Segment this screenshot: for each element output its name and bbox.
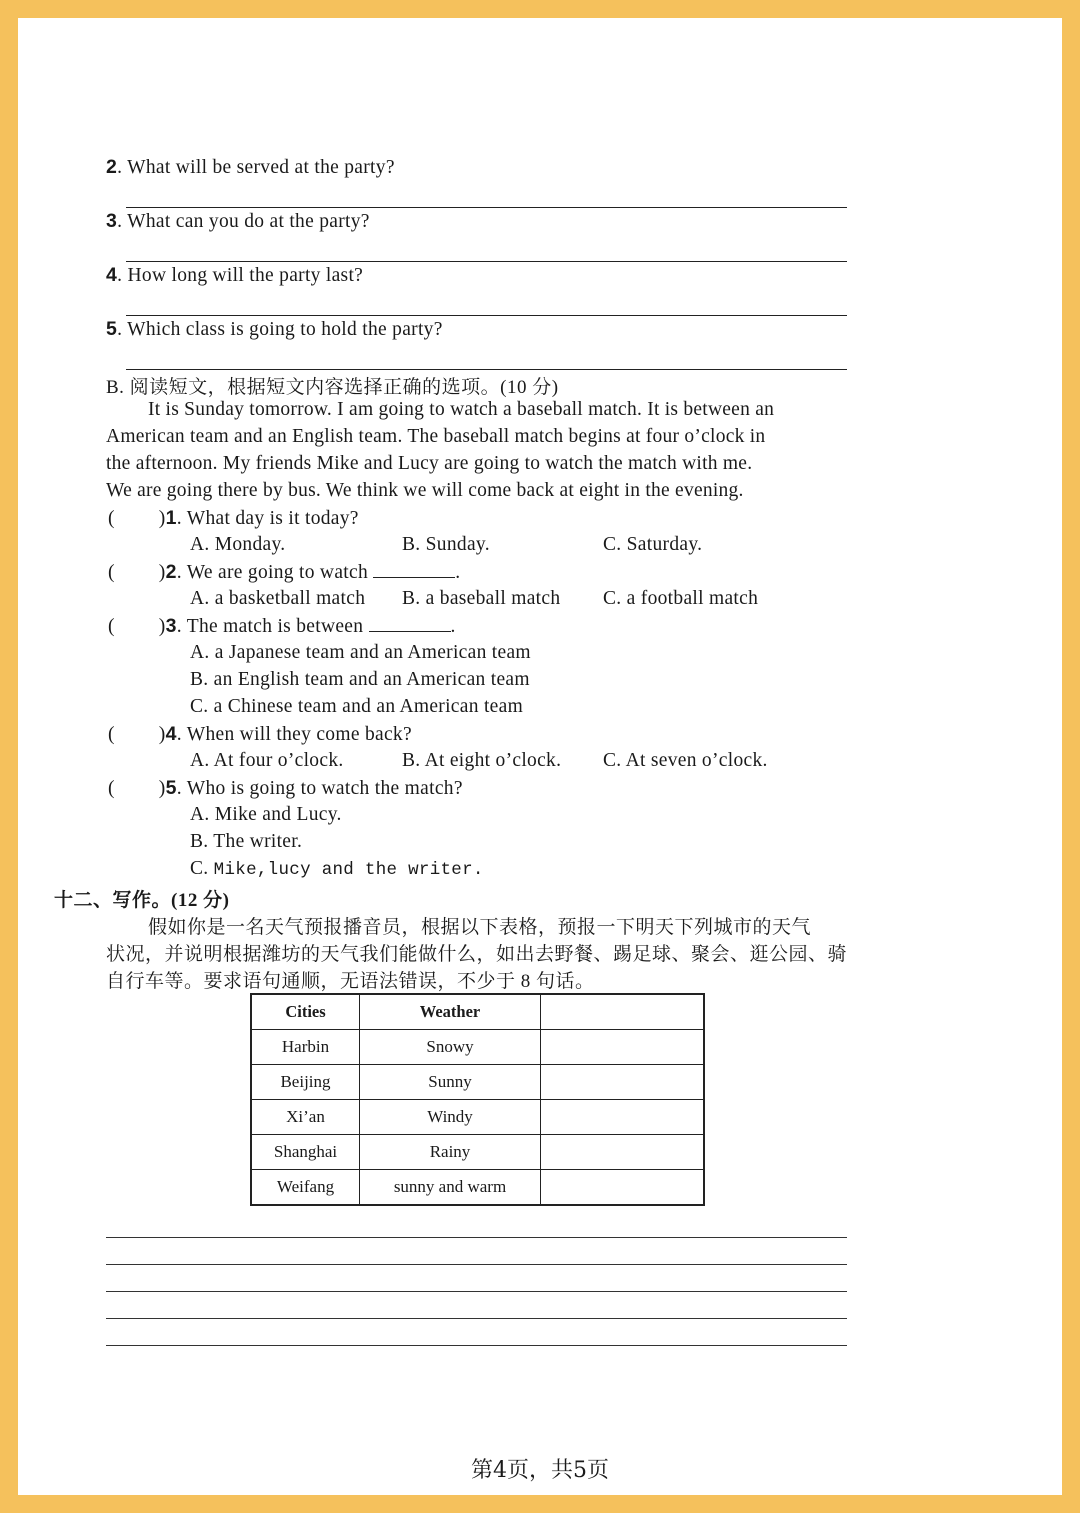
- weather-cell: Sunny: [360, 1065, 541, 1100]
- page-number: 第4页，共5页: [471, 1458, 609, 1483]
- answer-line: [126, 315, 847, 316]
- header-cities: Cities: [251, 994, 360, 1030]
- mc-question-2: ( )2. We are going to watch .: [108, 561, 461, 583]
- question-2: 2. What will be served at the party?: [106, 156, 395, 178]
- writing-line: [106, 1291, 847, 1292]
- table-row: [251, 1065, 704, 1100]
- option-c: C. Saturday.: [603, 534, 703, 555]
- writing-instruction: 自行车等。要求语句通顺，无语法错误，不少于 8 句话。: [106, 971, 595, 992]
- passage-line: It is Sunday tomorrow. I am going to watch a baseball match. It is between an: [148, 399, 775, 420]
- mc-question-3: ( )3. The match is between .: [108, 615, 456, 637]
- mc-question-5: ( )5. Who is going to watch the match?: [108, 777, 463, 799]
- answer-line: [126, 369, 847, 370]
- question-4: 4. How long will the party last?: [106, 264, 364, 286]
- passage-line: We are going there by bus. We think we will come back at eight in the evening.: [106, 480, 744, 501]
- fill-blank: [369, 617, 451, 632]
- weather-cell: Rainy: [360, 1135, 541, 1170]
- option-c: C. a football match: [603, 588, 759, 609]
- passage-line: American team and an English team. The baseball match begins at four o’clock in: [106, 426, 766, 447]
- activity-cell[interactable]: [541, 1100, 705, 1135]
- passage-line: the afternoon. My friends Mike and Lucy are going to watch the match with me.: [106, 453, 753, 474]
- table-header-row: [251, 994, 704, 1030]
- worksheet-page: [18, 18, 1062, 1495]
- option-b: B. At eight o’clock.: [402, 750, 562, 771]
- option-b: B. The writer.: [190, 831, 303, 852]
- writing-line: [106, 1318, 847, 1319]
- city-cell: Harbin: [251, 1030, 360, 1065]
- table-row: [251, 1100, 704, 1135]
- activity-cell[interactable]: [541, 1065, 705, 1100]
- writing-line: [106, 1264, 847, 1265]
- table-row: [251, 1135, 704, 1170]
- question-5: 5. Which class is going to hold the party?: [106, 318, 443, 340]
- option-a: A. a Japanese team and an American team: [190, 642, 531, 663]
- mc-question-1: ( )1. What day is it today?: [108, 507, 359, 529]
- header-weather: Weather: [360, 994, 541, 1030]
- mc-question-4: ( )4. When will they come back?: [108, 723, 412, 745]
- option-b: B. an English team and an American team: [190, 669, 530, 690]
- option-c: C. a Chinese team and an American team: [190, 696, 524, 717]
- question-3: 3. What can you do at the party?: [106, 210, 370, 232]
- option-b: B. Sunday.: [402, 534, 490, 555]
- writing-instruction: 状况，并说明根据潍坊的天气我们能做什么，如出去野餐、踢足球、聚会、逛公园、骑: [106, 944, 848, 965]
- option-b: B. a baseball match: [402, 588, 561, 609]
- answer-line: [126, 207, 847, 208]
- weather-cell: sunny and warm: [360, 1170, 541, 1206]
- weather-cell: Snowy: [360, 1030, 541, 1065]
- table-row: [251, 1030, 704, 1065]
- city-cell: Weifang: [251, 1170, 360, 1206]
- option-a: A. Mike and Lucy.: [190, 804, 342, 825]
- fill-blank: [373, 563, 455, 578]
- weather-table: [250, 993, 705, 1206]
- option-a: A. At four o’clock.: [190, 750, 344, 771]
- city-cell: Shanghai: [251, 1135, 360, 1170]
- section-b-heading: B. 阅读短文，根据短文内容选择正确的选项。(10 分): [106, 377, 559, 398]
- option-c: C. Mike,lucy and the writer.: [190, 858, 484, 880]
- activity-cell[interactable]: [541, 1170, 705, 1206]
- option-a: A. Monday.: [190, 534, 286, 555]
- city-cell: Xi’an: [251, 1100, 360, 1135]
- writing-line: [106, 1345, 847, 1346]
- activity-cell[interactable]: [541, 1030, 705, 1065]
- city-cell: Beijing: [251, 1065, 360, 1100]
- writing-heading: 十二、写作。(12 分): [54, 890, 230, 911]
- weather-cell: Windy: [360, 1100, 541, 1135]
- activity-cell[interactable]: [541, 1135, 705, 1170]
- writing-line: [106, 1237, 847, 1238]
- table-row: [251, 1170, 704, 1206]
- option-c: C. At seven o’clock.: [603, 750, 768, 771]
- header-blank: [541, 994, 705, 1030]
- writing-instruction: 假如你是一名天气预报播音员，根据以下表格，预报一下明天下列城市的天气: [148, 917, 812, 938]
- answer-line: [126, 261, 847, 262]
- option-a: A. a basketball match: [190, 588, 366, 609]
